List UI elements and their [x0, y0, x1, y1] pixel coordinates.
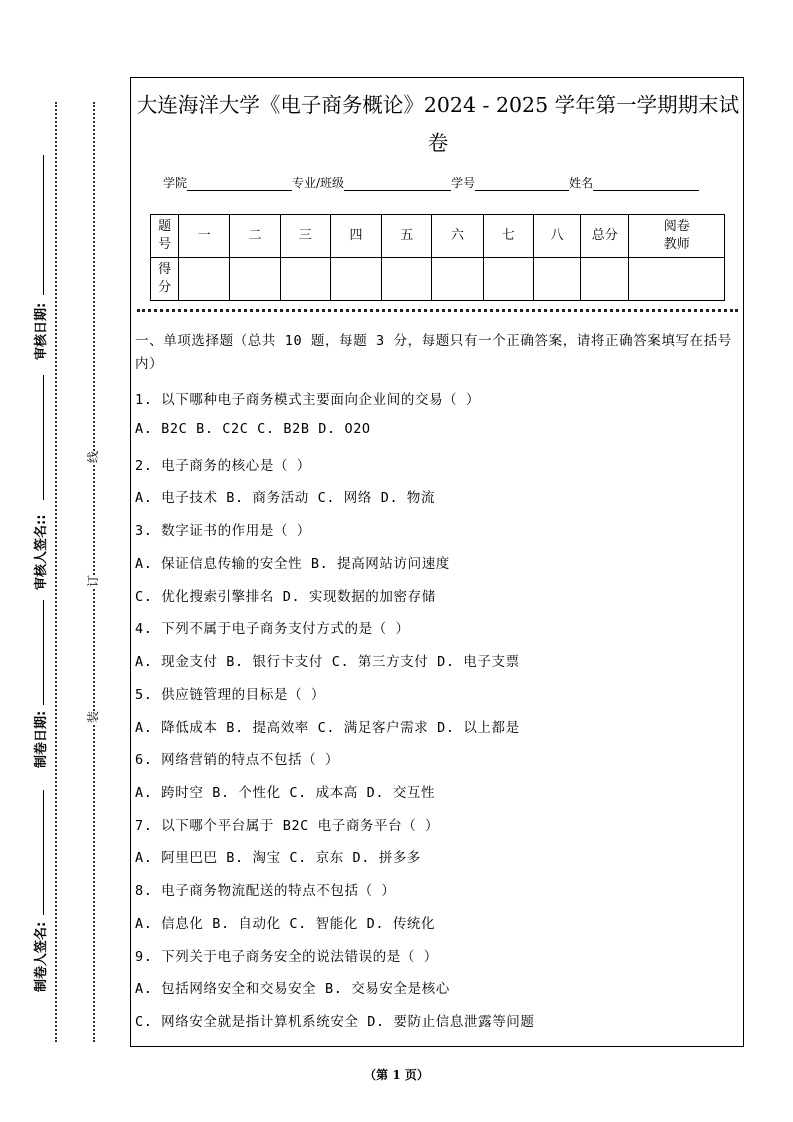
student-info-row — [163, 173, 733, 191]
student-id-label: 学号 — [451, 176, 476, 190]
student-id-field[interactable] — [475, 176, 569, 191]
question-line: 5. 供应链管理的目标是（ ） — [135, 687, 326, 703]
col-5: 五 — [382, 215, 432, 258]
major-class-label: 专业/班级 — [292, 176, 345, 190]
question-line: 4. 下列不属于电子商务支付方式的是（ ） — [135, 621, 410, 637]
question-line: 2. 电子商务的核心是（ ） — [135, 458, 311, 474]
audit-date-line — [43, 155, 44, 295]
question-line: 8. 电子商务物流配送的特点不包括（ ） — [135, 883, 396, 899]
col-1: 一 — [179, 215, 230, 258]
option-line: A. 跨时空 B. 个性化 C. 成本高 D. 交互性 — [135, 785, 436, 801]
col-6: 六 — [432, 215, 483, 258]
score-cell-5[interactable] — [382, 258, 432, 301]
make-date-label: 制卷日期: — [34, 710, 49, 768]
col-4: 四 — [330, 215, 381, 258]
option-line: C. 优化搜索引擎排名 D. 实现数据的加密存储 — [135, 589, 436, 605]
major-class-field[interactable] — [344, 176, 451, 191]
page-number: （第 1 页） — [364, 1068, 429, 1082]
option-line: A. 保证信息传输的安全性 B. 提高网站访问速度 — [135, 556, 450, 572]
maker-signature-line — [43, 790, 44, 915]
section-divider — [137, 309, 738, 312]
question-number-header: 题号 — [151, 215, 179, 258]
col-8: 八 — [533, 215, 580, 258]
option-line: C. 网络安全就是指计算机系统安全 D. 要防止信息泄露等问题 — [135, 1014, 535, 1030]
option-line: A. 现金支付 B. 银行卡支付 C. 第三方支付 D. 电子支票 — [135, 654, 520, 670]
audit-date-label: 审核日期: — [34, 302, 49, 360]
score-header: 得分 — [151, 258, 179, 301]
name-label: 姓名 — [569, 176, 594, 190]
col-total: 总分 — [581, 215, 629, 258]
score-cell-total[interactable] — [581, 258, 629, 301]
score-cell-grader[interactable] — [629, 258, 725, 301]
score-cell-4[interactable] — [330, 258, 381, 301]
seal-char-fold: 装 — [86, 710, 101, 724]
score-table-header-row — [151, 215, 725, 258]
question-line: 6. 网络营销的特点不包括（ ） — [135, 752, 340, 768]
section1-instructions: 一、单项选择题（总共 10 题，每题 3 分，每题只有一个正确答案，请将正确答案填写在括号内） — [135, 333, 732, 372]
question-line: 3. 数字证书的作用是（ ） — [135, 523, 311, 539]
score-cell-7[interactable] — [483, 258, 533, 301]
option-line: A. 电子技术 B. 商务活动 C. 网络 D. 物流 — [135, 490, 436, 506]
col-2: 二 — [230, 215, 280, 258]
make-date-line — [43, 600, 44, 705]
college-label: 学院 — [163, 176, 188, 190]
exam-title: 大连海洋大学《电子商务概论》2024 - 2025 学年第一学期期末试卷 — [136, 93, 740, 155]
question-line: 9. 下列关于电子商务安全的说法错误的是（ ） — [135, 949, 438, 965]
col-grader: 阅卷教师 — [629, 215, 725, 258]
score-table — [150, 214, 725, 301]
score-cell-3[interactable] — [280, 258, 330, 301]
score-cell-6[interactable] — [432, 258, 483, 301]
auditor-signature-label: 审核人签名:: — [34, 514, 49, 590]
question-line: 1. 以下哪种电子商务模式主要面向企业间的交易（ ） — [135, 392, 481, 408]
option-line: A. 阿里巴巴 B. 淘宝 C. 京东 D. 拼多多 — [135, 850, 422, 866]
question-line: 7. 以下哪个平台属于 B2C 电子商务平台（ ） — [135, 818, 440, 834]
seal-dotted-rule — [93, 102, 95, 1042]
college-field[interactable] — [187, 176, 292, 191]
score-table-score-row — [151, 258, 725, 301]
option-line: A. 降低成本 B. 提高效率 C. 满足客户需求 D. 以上都是 — [135, 720, 520, 736]
seal-char-bind: 订 — [86, 574, 101, 588]
seal-char-line: 线 — [86, 450, 101, 464]
left-dotted-rule — [55, 102, 57, 1042]
col-3: 三 — [280, 215, 330, 258]
name-field[interactable] — [593, 176, 699, 191]
score-cell-1[interactable] — [179, 258, 230, 301]
col-7: 七 — [483, 215, 533, 258]
option-line: A. 信息化 B. 自动化 C. 智能化 D. 传统化 — [135, 916, 436, 932]
option-line: A. B2C B. C2C C. B2B D. O2O — [135, 421, 371, 437]
auditor-signature-line — [43, 375, 44, 500]
maker-signature-label: 制卷人签名: — [34, 921, 49, 992]
option-line: A. 包括网络安全和交易安全 B. 交易安全是核心 — [135, 981, 450, 997]
score-cell-8[interactable] — [533, 258, 580, 301]
score-cell-2[interactable] — [230, 258, 280, 301]
